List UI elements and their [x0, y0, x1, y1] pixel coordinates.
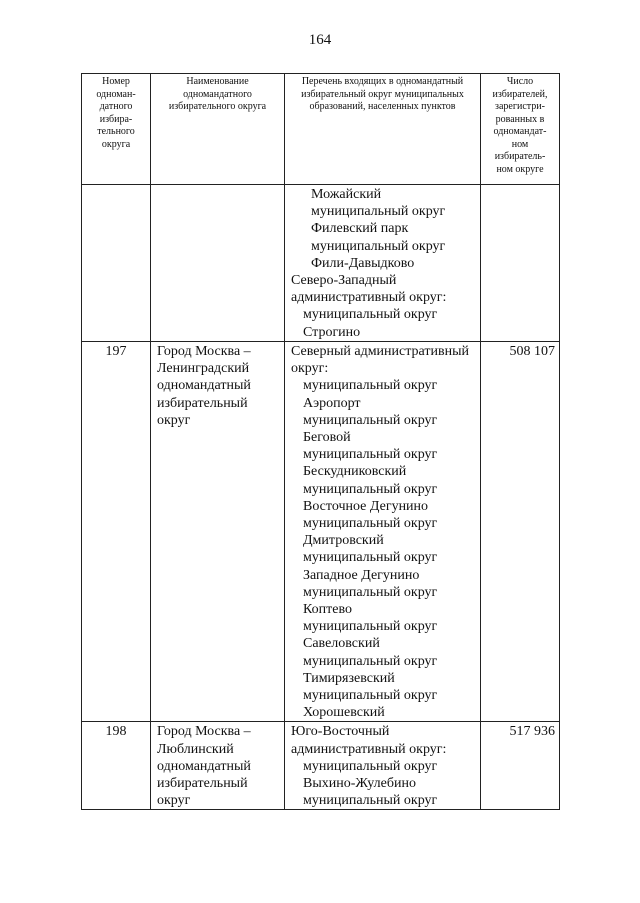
header-voter-count	[481, 74, 560, 185]
district-name	[151, 342, 285, 722]
municipal-list-item: Западное Дегунино	[303, 567, 420, 583]
municipal-list	[285, 185, 481, 342]
municipal-list-item: Фили-Давыдково	[311, 255, 415, 271]
municipal-list-item: Аэропорт	[303, 395, 361, 411]
municipal-list-item: муниципальный округ	[303, 447, 438, 463]
district-name-line: избирательный	[157, 776, 248, 792]
municipal-list-item: муниципальный округ	[303, 619, 438, 635]
table-row	[82, 342, 560, 722]
municipal-list-item: муниципальный округ	[303, 653, 438, 669]
voter-count: 517 936	[481, 722, 560, 810]
municipal-list-item: муниципальный округ	[303, 307, 438, 323]
header-text-line: ном округе	[496, 163, 544, 175]
municipal-list-item: Восточное Дегунино	[303, 498, 429, 514]
table-row	[82, 722, 560, 810]
header-text-line: избирателей,	[492, 88, 548, 100]
municipal-list	[285, 722, 481, 810]
municipal-list-item: Савеловский	[303, 636, 380, 652]
district-name-line: Ленинградский	[157, 361, 250, 377]
municipal-list-item: Бескудниковский	[303, 464, 407, 480]
municipal-list-item: муниципальный округ	[303, 481, 438, 497]
municipal-list-item: Беговой	[303, 430, 351, 446]
district-name-line: Люблинский	[157, 741, 234, 757]
district-name-line: одномандатный	[157, 758, 251, 774]
municipal-list-item: муниципальный округ	[303, 412, 438, 428]
header-text-line: избирательного округа	[168, 101, 267, 112]
header-text-line: Перечень входящих в одномандатный	[301, 76, 464, 87]
municipal-list-item: Строгино	[303, 324, 361, 340]
municipal-list-item: Хорошевский	[303, 705, 385, 721]
voter-count	[481, 185, 560, 342]
municipal-list-item: муниципальный округ	[311, 238, 446, 254]
header-text-line: Наименование	[186, 76, 249, 87]
header-district-name	[151, 74, 285, 185]
header-text-line: датного	[99, 101, 133, 112]
municipal-list-item: муниципальный округ	[303, 584, 438, 600]
municipal-list-item: Юго-Восточный	[291, 724, 390, 740]
municipal-list-item: административный округ:	[291, 290, 447, 306]
header-text-line: тельного	[97, 126, 135, 137]
header-text-line: Число	[506, 76, 534, 87]
municipal-list	[285, 342, 481, 722]
header-text-line: Номер	[102, 76, 130, 87]
header-text-line: избира-	[99, 113, 133, 125]
district-name-line: округ	[157, 793, 191, 809]
municipal-list-item: муниципальный округ	[303, 550, 438, 566]
municipal-list-item: муниципальный округ	[311, 204, 446, 220]
district-number: 198	[82, 722, 151, 810]
municipal-list-item: Дмитровский	[303, 533, 384, 549]
table-header-row	[82, 74, 560, 185]
header-text-line: рованных в	[495, 113, 545, 125]
district-name-line: округ	[157, 412, 191, 428]
district-name	[151, 722, 285, 810]
district-name-line: Город Москва –	[157, 344, 251, 359]
header-text-line: округа	[101, 138, 131, 150]
header-text-line: избирательный округ муниципальных	[301, 88, 464, 100]
header-text-line: избиратель-	[494, 151, 546, 162]
district-name-line: Город Москва –	[157, 724, 251, 740]
district-number	[82, 185, 151, 342]
municipal-list-item: муниципальный округ	[303, 688, 438, 704]
district-number: 197	[82, 342, 151, 722]
municipal-list-item: муниципальный округ	[303, 516, 438, 532]
municipal-list-item: административный округ:	[291, 741, 447, 757]
header-text-line: одномандат-	[493, 126, 547, 137]
municipal-list-item: округ:	[291, 361, 329, 377]
municipal-list-item: муниципальный округ	[303, 758, 438, 774]
municipal-list-item: Северный административный	[291, 344, 469, 359]
district-name-line: избирательный	[157, 395, 248, 411]
municipal-list-item: Тимирязевский	[303, 670, 395, 686]
header-text-line: одноман-	[96, 88, 136, 100]
voter-count: 508 107	[481, 342, 560, 722]
header-text-line: одномандатного	[183, 88, 252, 100]
district-name-line: одномандатный	[157, 378, 251, 394]
municipal-list-item: Коптево	[303, 602, 352, 618]
header-text-line: зарегистри-	[495, 101, 545, 112]
header-text-line: образований, населенных пунктов	[309, 101, 456, 112]
municipal-list-item: Северо-Западный	[291, 273, 397, 289]
municipal-list-item: Выхино-Жулебино	[303, 776, 416, 792]
municipal-list-item: Филевский парк	[311, 221, 409, 237]
page-number: 164	[308, 32, 332, 48]
municipal-list-item: муниципальный округ	[303, 378, 438, 394]
district-name	[151, 185, 285, 342]
header-text-line: ном	[511, 138, 529, 150]
table-row	[82, 185, 560, 342]
table-body	[82, 185, 560, 810]
municipal-list-item: Можайский	[311, 187, 382, 202]
header-municipal-list	[285, 74, 481, 185]
districts-table	[81, 73, 560, 810]
municipal-list-item: муниципальный округ	[303, 793, 438, 809]
header-district-number	[82, 74, 151, 185]
